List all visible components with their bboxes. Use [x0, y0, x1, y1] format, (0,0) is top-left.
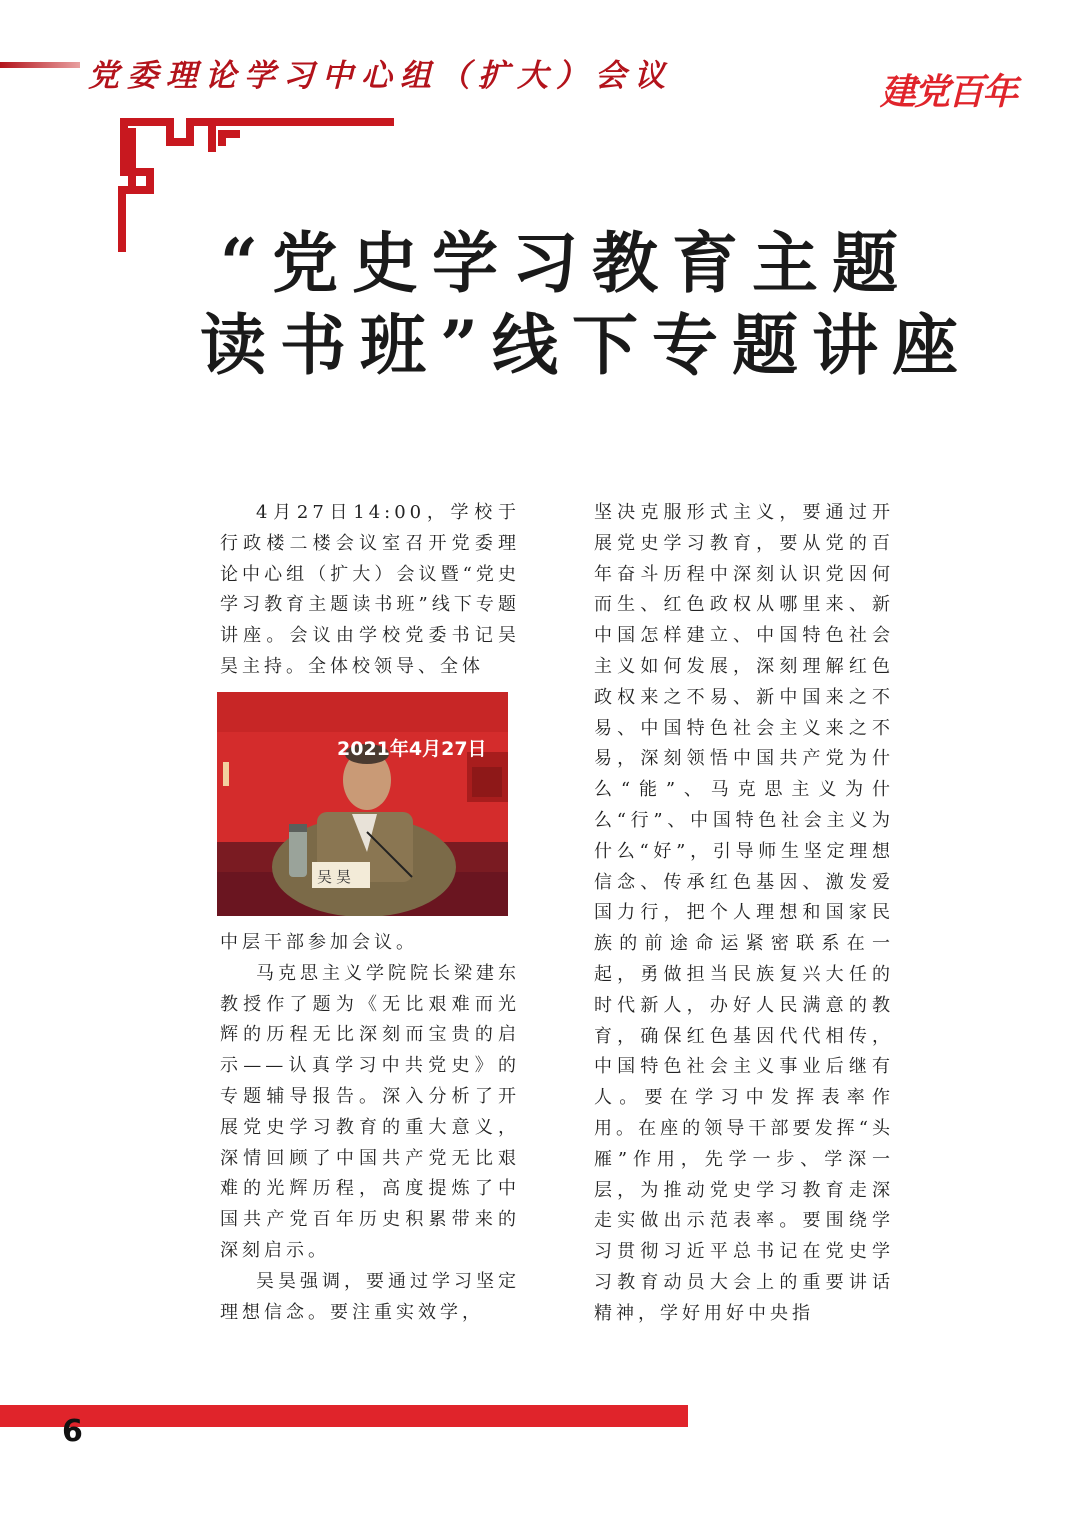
speaker-photo-illustration	[217, 692, 508, 916]
photo-nameplate: 吴昊	[317, 868, 356, 886]
section-header-title: 党委理论学习中心组（扩大）会议	[88, 58, 673, 94]
article-title	[200, 222, 1000, 386]
article-title-line2: 读书班”线下专题讲座	[200, 306, 972, 384]
article-column-right	[594, 498, 894, 1330]
paragraph-continued: 坚决克服形式主义，要通过开展党史学习教育，要从党的百年奋斗历程中深刻认识党因何而生、红色政权从哪里来、新中国怎样建立、中国特色社会主义如何发展，深刻理解红色政权来之不易、新中国来之不易、中国特色社会主义来之不易，深刻领悟中国共产党为什么“能”、马克思主义为什么“行”、中国特色社会主义为什么“好”，引导师生坚定理想信念、传承红色基因、激发爱国力行，把个人理想和国家民族的前途命运紧密联系在一起，勇做担当民族复兴大任的时代新人，办好人民满意的教育，确保红色基因代代相传，中国特色社会主义事业后继有人。要在学习中发挥表率作用。在座的领导干部要发挥“头雁”作用，先学一步、学深一层，为推动党史学习教育走深走实做出示范表率。要围绕学习贯彻习近平总书记在党史学习教育动员大会上的重要讲话精神，学好用好中央指	[594, 502, 894, 1324]
article-title-line1: “党史学习教育主题	[220, 224, 912, 302]
article-column-left-bottom	[220, 928, 520, 1328]
brand-logo-text: 建党百年	[880, 71, 1017, 113]
meeting-photo	[217, 692, 508, 916]
paragraph-emphasis: 吴昊强调，要通过学习坚定理想信念。要注重实效学，	[220, 1270, 520, 1323]
paragraph-lecture: 马克思主义学院院长梁建东教授作了题为《无比艰难而光辉的历程无比深刻而宝贵的启示——认真学习中共党史》的专题辅导报告。深入分析了开展党史学习教育的重大意义，深情回顾了中国共产党无比艰难的光辉历程，高度提炼了中国共产党百年历史积累带来的深刻启示。	[220, 962, 520, 1261]
paragraph-intro-end: 中层干部参加会议。	[220, 932, 418, 953]
article-column-left-top	[220, 498, 520, 683]
header-accent-line	[0, 62, 80, 68]
photo-backdrop-date: 2021年4月27日	[337, 738, 487, 760]
footer-red-bar	[0, 1405, 688, 1427]
page-number: 6	[62, 1414, 83, 1449]
paragraph-intro: 4月27日14:00，学校于行政楼二楼会议室召开党委理论中心组（扩大）会议暨“党史学习教育主题读书班”线下专题讲座。会议由学校党委书记吴昊主持。全体校领导、全体	[220, 502, 520, 677]
